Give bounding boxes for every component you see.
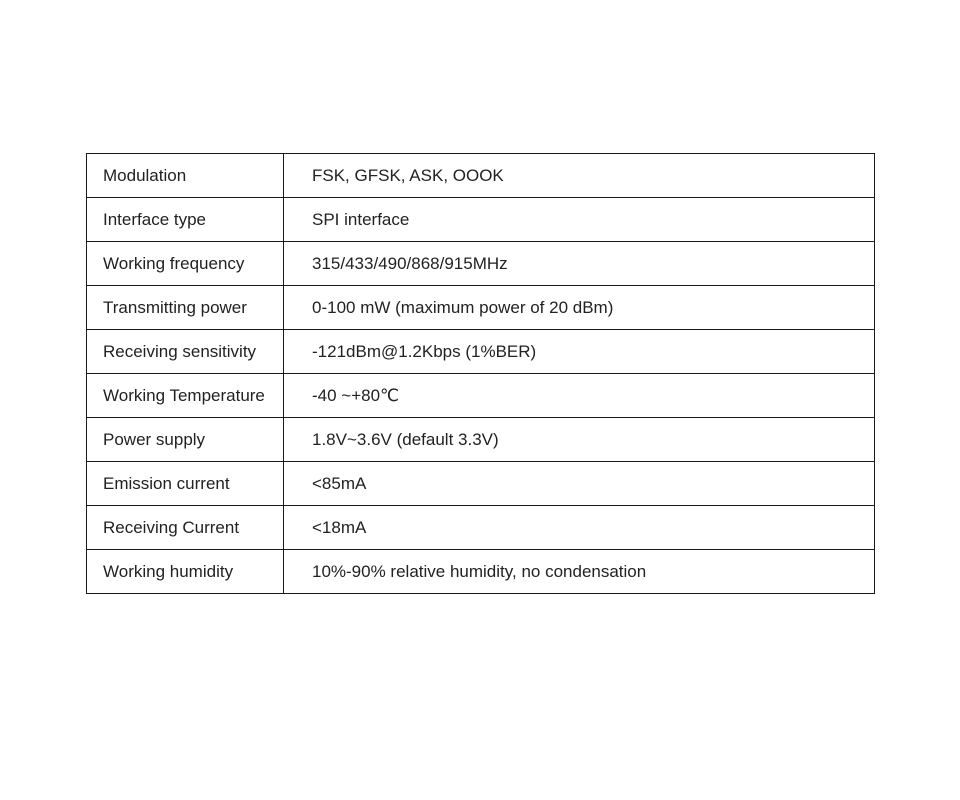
- table-row: [87, 242, 875, 286]
- spec-label: Interface type: [87, 198, 284, 242]
- spec-table: [86, 153, 875, 594]
- spec-value: 10%-90% relative humidity, no condensation: [284, 550, 875, 594]
- spec-label: Emission current: [87, 462, 284, 506]
- spec-label: Modulation: [87, 154, 284, 198]
- spec-value: <18mA: [284, 506, 875, 550]
- table-row: [87, 198, 875, 242]
- spec-value: <85mA: [284, 462, 875, 506]
- spec-value: -121dBm@1.2Kbps (1%BER): [284, 330, 875, 374]
- spec-value: 315/433/490/868/915MHz: [284, 242, 875, 286]
- spec-value: -40 ~+80℃: [284, 374, 875, 418]
- spec-label: Working frequency: [87, 242, 284, 286]
- table-row: [87, 286, 875, 330]
- table-row: [87, 550, 875, 594]
- spec-label: Receiving sensitivity: [87, 330, 284, 374]
- spec-value: SPI interface: [284, 198, 875, 242]
- table-row: [87, 374, 875, 418]
- spec-label: Transmitting power: [87, 286, 284, 330]
- table-row: [87, 506, 875, 550]
- table-row: [87, 418, 875, 462]
- spec-label: Working Temperature: [87, 374, 284, 418]
- spec-value: 0-100 mW (maximum power of 20 dBm): [284, 286, 875, 330]
- spec-value: FSK, GFSK, ASK, OOOK: [284, 154, 875, 198]
- spec-label: Power supply: [87, 418, 284, 462]
- spec-label: Receiving Current: [87, 506, 284, 550]
- spec-value: 1.8V~3.6V (default 3.3V): [284, 418, 875, 462]
- table-row: [87, 462, 875, 506]
- spec-label: Working humidity: [87, 550, 284, 594]
- table-row: [87, 330, 875, 374]
- table-row: [87, 154, 875, 198]
